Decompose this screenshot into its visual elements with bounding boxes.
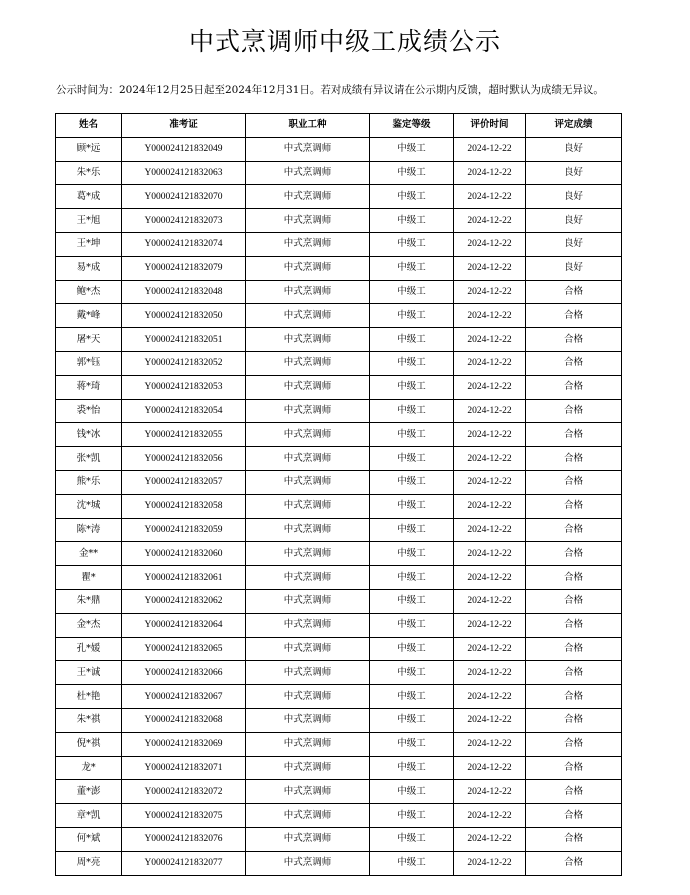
cell-level: 中级工 (370, 161, 454, 185)
cell-ticket: Y000024121832069 (122, 732, 246, 756)
table-row (56, 399, 622, 423)
cell-result: 合格 (526, 708, 622, 732)
cell-level: 中级工 (370, 756, 454, 780)
cell-ticket: Y000024121832057 (122, 470, 246, 494)
table-row (56, 685, 622, 709)
cell-occupation: 中式烹调师 (246, 161, 370, 185)
cell-ticket: Y000024121832067 (122, 685, 246, 709)
header-occupation: 职业工种 (246, 114, 370, 138)
cell-ticket: Y000024121832064 (122, 613, 246, 637)
table-row (56, 542, 622, 566)
cell-eval-date: 2024-12-22 (454, 280, 526, 304)
table-row (56, 494, 622, 518)
cell-name: 倪*祺 (56, 732, 122, 756)
cell-level: 中级工 (370, 399, 454, 423)
cell-result: 合格 (526, 804, 622, 828)
cell-occupation: 中式烹调师 (246, 494, 370, 518)
cell-level: 中级工 (370, 661, 454, 685)
cell-level: 中级工 (370, 328, 454, 352)
table-row (56, 470, 622, 494)
cell-result: 合格 (526, 661, 622, 685)
cell-eval-date: 2024-12-22 (454, 708, 526, 732)
table-row (56, 280, 622, 304)
table-row (56, 756, 622, 780)
table-row (56, 161, 622, 185)
cell-occupation: 中式烹调师 (246, 280, 370, 304)
cell-occupation: 中式烹调师 (246, 637, 370, 661)
cell-eval-date: 2024-12-22 (454, 137, 526, 161)
cell-name: 王*坤 (56, 232, 122, 256)
cell-occupation: 中式烹调师 (246, 447, 370, 471)
cell-result: 良好 (526, 256, 622, 280)
table-header-row (56, 114, 622, 138)
cell-result: 良好 (526, 209, 622, 233)
cell-result: 合格 (526, 470, 622, 494)
cell-eval-date: 2024-12-22 (454, 161, 526, 185)
cell-level: 中级工 (370, 470, 454, 494)
cell-name: 戴*峰 (56, 304, 122, 328)
cell-eval-date: 2024-12-22 (454, 851, 526, 875)
cell-level: 中级工 (370, 423, 454, 447)
cell-name: 金*杰 (56, 613, 122, 637)
cell-eval-date: 2024-12-22 (454, 827, 526, 851)
cell-occupation: 中式烹调师 (246, 399, 370, 423)
cell-eval-date: 2024-12-22 (454, 351, 526, 375)
cell-occupation: 中式烹调师 (246, 542, 370, 566)
cell-ticket: Y000024121832077 (122, 851, 246, 875)
cell-name: 孔*媛 (56, 637, 122, 661)
cell-result: 合格 (526, 613, 622, 637)
cell-level: 中级工 (370, 827, 454, 851)
cell-ticket: Y000024121832070 (122, 185, 246, 209)
cell-name: 王*旭 (56, 209, 122, 233)
cell-result: 合格 (526, 447, 622, 471)
cell-eval-date: 2024-12-22 (454, 328, 526, 352)
table-row (56, 137, 622, 161)
cell-eval-date: 2024-12-22 (454, 304, 526, 328)
cell-eval-date: 2024-12-22 (454, 732, 526, 756)
cell-result: 合格 (526, 399, 622, 423)
cell-occupation: 中式烹调师 (246, 423, 370, 447)
cell-level: 中级工 (370, 732, 454, 756)
cell-ticket: Y000024121832055 (122, 423, 246, 447)
cell-occupation: 中式烹调师 (246, 589, 370, 613)
cell-occupation: 中式烹调师 (246, 804, 370, 828)
cell-name: 沈*城 (56, 494, 122, 518)
cell-occupation: 中式烹调师 (246, 685, 370, 709)
cell-ticket: Y000024121832068 (122, 708, 246, 732)
cell-level: 中级工 (370, 685, 454, 709)
cell-ticket: Y000024121832073 (122, 209, 246, 233)
cell-occupation: 中式烹调师 (246, 780, 370, 804)
cell-occupation: 中式烹调师 (246, 756, 370, 780)
cell-name: 熊*乐 (56, 470, 122, 494)
table-row (56, 447, 622, 471)
cell-eval-date: 2024-12-22 (454, 423, 526, 447)
cell-ticket: Y000024121832072 (122, 780, 246, 804)
cell-level: 中级工 (370, 280, 454, 304)
cell-name: 杜*艳 (56, 685, 122, 709)
cell-result: 合格 (526, 328, 622, 352)
cell-ticket: Y000024121832056 (122, 447, 246, 471)
cell-occupation: 中式烹调师 (246, 328, 370, 352)
table-row (56, 732, 622, 756)
cell-result: 合格 (526, 518, 622, 542)
cell-occupation: 中式烹调师 (246, 661, 370, 685)
cell-eval-date: 2024-12-22 (454, 518, 526, 542)
cell-result: 合格 (526, 566, 622, 590)
cell-ticket: Y000024121832051 (122, 328, 246, 352)
cell-ticket: Y000024121832058 (122, 494, 246, 518)
cell-ticket: Y000024121832062 (122, 589, 246, 613)
cell-occupation: 中式烹调师 (246, 708, 370, 732)
notice-text: 公示时间为：2024年12月25日起至2024年12月31日。若对成绩有异议请在公示期内反馈，超时默认为成绩无异议。 (56, 84, 604, 96)
cell-level: 中级工 (370, 589, 454, 613)
table-row (56, 232, 622, 256)
page-title: 中式烹调师中级工成绩公示 (188, 27, 501, 56)
cell-eval-date: 2024-12-22 (454, 685, 526, 709)
cell-result: 合格 (526, 780, 622, 804)
cell-name: 张*凯 (56, 447, 122, 471)
cell-eval-date: 2024-12-22 (454, 542, 526, 566)
cell-name: 顾*远 (56, 137, 122, 161)
cell-level: 中级工 (370, 209, 454, 233)
cell-ticket: Y000024121832048 (122, 280, 246, 304)
table-row (56, 566, 622, 590)
cell-name: 鲍*杰 (56, 280, 122, 304)
cell-level: 中级工 (370, 256, 454, 280)
cell-ticket: Y000024121832059 (122, 518, 246, 542)
table-row (56, 304, 622, 328)
cell-level: 中级工 (370, 613, 454, 637)
cell-name: 董*澎 (56, 780, 122, 804)
cell-ticket: Y000024121832076 (122, 827, 246, 851)
cell-ticket: Y000024121832050 (122, 304, 246, 328)
cell-eval-date: 2024-12-22 (454, 375, 526, 399)
cell-eval-date: 2024-12-22 (454, 780, 526, 804)
cell-result: 合格 (526, 280, 622, 304)
cell-name: 蒋*琦 (56, 375, 122, 399)
cell-name: 朱*祺 (56, 708, 122, 732)
cell-eval-date: 2024-12-22 (454, 447, 526, 471)
cell-level: 中级工 (370, 637, 454, 661)
cell-name: 屠*天 (56, 328, 122, 352)
cell-name: 钱*冰 (56, 423, 122, 447)
table-row (56, 328, 622, 352)
table-row (56, 780, 622, 804)
cell-level: 中级工 (370, 804, 454, 828)
cell-occupation: 中式烹调师 (246, 351, 370, 375)
header-result: 评定成绩 (526, 114, 622, 138)
cell-occupation: 中式烹调师 (246, 185, 370, 209)
cell-eval-date: 2024-12-22 (454, 756, 526, 780)
cell-level: 中级工 (370, 780, 454, 804)
cell-eval-date: 2024-12-22 (454, 566, 526, 590)
table-row (56, 351, 622, 375)
cell-occupation: 中式烹调师 (246, 613, 370, 637)
header-name: 姓名 (56, 114, 122, 138)
header-eval-date: 评价时间 (454, 114, 526, 138)
header-level: 鉴定等级 (370, 114, 454, 138)
cell-eval-date: 2024-12-22 (454, 209, 526, 233)
cell-level: 中级工 (370, 518, 454, 542)
cell-result: 合格 (526, 827, 622, 851)
cell-level: 中级工 (370, 708, 454, 732)
cell-result: 合格 (526, 637, 622, 661)
cell-level: 中级工 (370, 304, 454, 328)
table-row (56, 708, 622, 732)
cell-result: 合格 (526, 375, 622, 399)
cell-ticket: Y000024121832066 (122, 661, 246, 685)
cell-ticket: Y000024121832054 (122, 399, 246, 423)
cell-name: 章*凯 (56, 804, 122, 828)
cell-eval-date: 2024-12-22 (454, 589, 526, 613)
cell-result: 合格 (526, 494, 622, 518)
table-row (56, 827, 622, 851)
table-row (56, 518, 622, 542)
cell-eval-date: 2024-12-22 (454, 185, 526, 209)
cell-ticket: Y000024121832061 (122, 566, 246, 590)
cell-result: 良好 (526, 161, 622, 185)
cell-occupation: 中式烹调师 (246, 304, 370, 328)
cell-level: 中级工 (370, 542, 454, 566)
cell-occupation: 中式烹调师 (246, 851, 370, 875)
cell-name: 朱*乐 (56, 161, 122, 185)
table-row (56, 423, 622, 447)
cell-result: 良好 (526, 137, 622, 161)
table-row (56, 804, 622, 828)
cell-level: 中级工 (370, 185, 454, 209)
cell-occupation: 中式烹调师 (246, 232, 370, 256)
cell-level: 中级工 (370, 851, 454, 875)
cell-occupation: 中式烹调师 (246, 375, 370, 399)
cell-name: 周*亮 (56, 851, 122, 875)
score-table (55, 113, 622, 876)
cell-name: 王*诚 (56, 661, 122, 685)
cell-ticket: Y000024121832052 (122, 351, 246, 375)
header-ticket: 准考证 (122, 114, 246, 138)
table-row (56, 661, 622, 685)
cell-level: 中级工 (370, 447, 454, 471)
table-row (56, 209, 622, 233)
cell-name: 裘*怡 (56, 399, 122, 423)
table-row (56, 613, 622, 637)
cell-eval-date: 2024-12-22 (454, 637, 526, 661)
table-row (56, 256, 622, 280)
cell-occupation: 中式烹调师 (246, 137, 370, 161)
cell-result: 合格 (526, 304, 622, 328)
cell-ticket: Y000024121832049 (122, 137, 246, 161)
cell-result: 良好 (526, 232, 622, 256)
table-row (56, 589, 622, 613)
cell-result: 合格 (526, 851, 622, 875)
cell-occupation: 中式烹调师 (246, 256, 370, 280)
cell-result: 合格 (526, 351, 622, 375)
cell-eval-date: 2024-12-22 (454, 661, 526, 685)
table-row (56, 185, 622, 209)
cell-name: 陈*涛 (56, 518, 122, 542)
cell-ticket: Y000024121832065 (122, 637, 246, 661)
cell-result: 合格 (526, 756, 622, 780)
cell-ticket: Y000024121832053 (122, 375, 246, 399)
table-row (56, 851, 622, 875)
cell-eval-date: 2024-12-22 (454, 232, 526, 256)
cell-result: 合格 (526, 732, 622, 756)
cell-eval-date: 2024-12-22 (454, 399, 526, 423)
cell-level: 中级工 (370, 494, 454, 518)
cell-occupation: 中式烹调师 (246, 827, 370, 851)
cell-occupation: 中式烹调师 (246, 518, 370, 542)
cell-name: 郭*钰 (56, 351, 122, 375)
cell-level: 中级工 (370, 566, 454, 590)
cell-occupation: 中式烹调师 (246, 732, 370, 756)
cell-result: 合格 (526, 423, 622, 447)
cell-eval-date: 2024-12-22 (454, 613, 526, 637)
cell-eval-date: 2024-12-22 (454, 256, 526, 280)
cell-name: 朱*鼎 (56, 589, 122, 613)
table-row (56, 637, 622, 661)
cell-name: 瞿* (56, 566, 122, 590)
table-body (56, 137, 622, 875)
cell-name: 何*斌 (56, 827, 122, 851)
cell-eval-date: 2024-12-22 (454, 494, 526, 518)
cell-ticket: Y000024121832074 (122, 232, 246, 256)
cell-level: 中级工 (370, 232, 454, 256)
cell-ticket: Y000024121832071 (122, 756, 246, 780)
cell-occupation: 中式烹调师 (246, 470, 370, 494)
cell-result: 合格 (526, 589, 622, 613)
cell-result: 良好 (526, 185, 622, 209)
cell-name: 葛*成 (56, 185, 122, 209)
cell-result: 合格 (526, 685, 622, 709)
cell-ticket: Y000024121832060 (122, 542, 246, 566)
cell-ticket: Y000024121832079 (122, 256, 246, 280)
cell-eval-date: 2024-12-22 (454, 804, 526, 828)
cell-ticket: Y000024121832063 (122, 161, 246, 185)
cell-eval-date: 2024-12-22 (454, 470, 526, 494)
cell-name: 易*成 (56, 256, 122, 280)
cell-occupation: 中式烹调师 (246, 209, 370, 233)
cell-name: 金** (56, 542, 122, 566)
cell-level: 中级工 (370, 137, 454, 161)
cell-level: 中级工 (370, 351, 454, 375)
cell-name: 龙* (56, 756, 122, 780)
cell-result: 合格 (526, 542, 622, 566)
cell-level: 中级工 (370, 375, 454, 399)
cell-occupation: 中式烹调师 (246, 566, 370, 590)
cell-ticket: Y000024121832075 (122, 804, 246, 828)
table-row (56, 375, 622, 399)
